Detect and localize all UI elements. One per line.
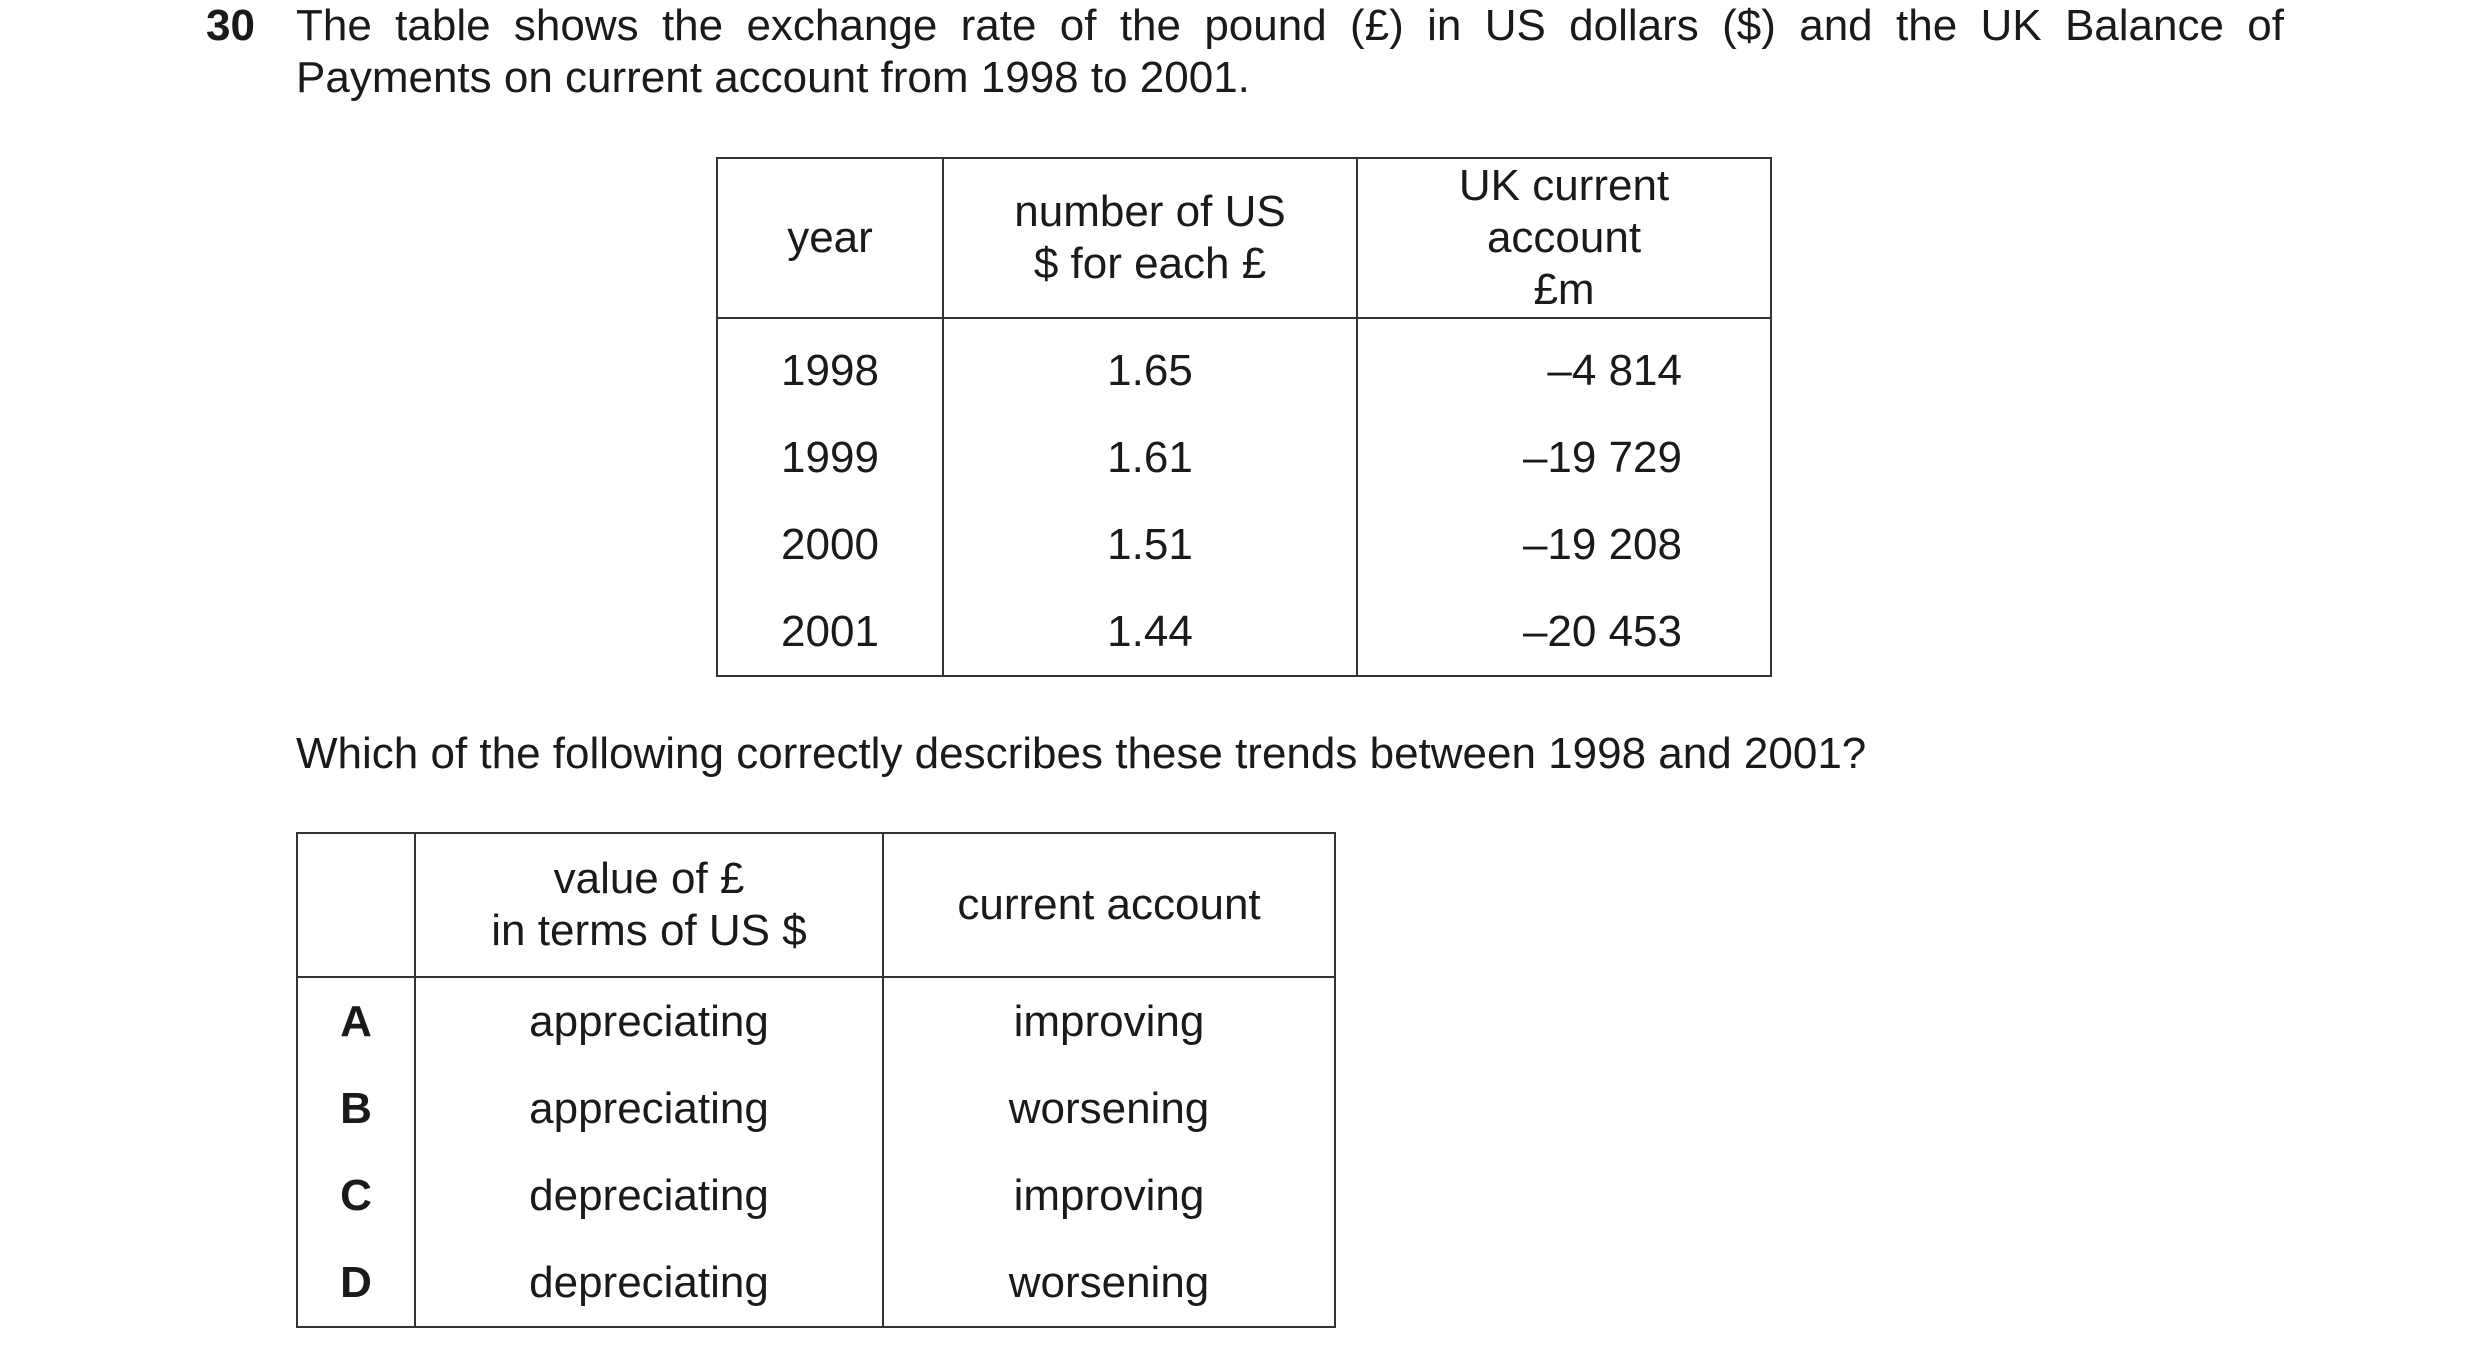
cell-account: –19 208	[1357, 501, 1771, 588]
question-prompt: Which of the following correctly describes these trends between 1998 and 2001?	[296, 729, 1867, 778]
header-current-account: current account	[883, 833, 1335, 977]
header-current-account: UK current account £m	[1357, 158, 1771, 318]
cell-rate: 1.65	[943, 318, 1357, 414]
option-account: worsening	[883, 1065, 1335, 1152]
table-row	[717, 318, 1771, 414]
option-row-d[interactable]	[297, 1239, 1335, 1327]
cell-year: 2000	[717, 501, 943, 588]
question-number: 30	[206, 1, 255, 50]
cell-account: –4 814	[1357, 318, 1771, 414]
header-value-of-pound: value of £ in terms of US $	[415, 833, 883, 977]
table-row	[717, 501, 1771, 588]
header-rate: number of US $ for each £	[943, 158, 1357, 318]
option-value: depreciating	[415, 1239, 883, 1327]
table-row	[717, 414, 1771, 501]
answer-options-table	[296, 832, 1336, 1328]
option-value: appreciating	[415, 977, 883, 1065]
option-letter: C	[297, 1152, 415, 1239]
cell-rate: 1.61	[943, 414, 1357, 501]
cell-year: 2001	[717, 588, 943, 676]
cell-year: 1999	[717, 414, 943, 501]
option-account: improving	[883, 977, 1335, 1065]
option-row-b[interactable]	[297, 1065, 1335, 1152]
option-value: appreciating	[415, 1065, 883, 1152]
exchange-rate-table	[716, 157, 1772, 677]
option-letter: D	[297, 1239, 415, 1327]
table-header-row	[717, 158, 1771, 318]
cell-year: 1998	[717, 318, 943, 414]
cell-account: –19 729	[1357, 414, 1771, 501]
cell-rate: 1.51	[943, 501, 1357, 588]
cell-account: –20 453	[1357, 588, 1771, 676]
option-row-a[interactable]	[297, 977, 1335, 1065]
question-stem: The table shows the exchange rate of the pound (£) in US dollars ($) and the UK Balance of Payments on current account from 1998 to 2001.	[296, 1, 2284, 102]
header-year: year	[717, 158, 943, 318]
option-row-c[interactable]	[297, 1152, 1335, 1239]
option-value: depreciating	[415, 1152, 883, 1239]
option-letter: A	[297, 977, 415, 1065]
option-letter: B	[297, 1065, 415, 1152]
header-blank	[297, 833, 415, 977]
cell-rate: 1.44	[943, 588, 1357, 676]
option-account: worsening	[883, 1239, 1335, 1327]
table-row	[717, 588, 1771, 676]
options-header-row	[297, 833, 1335, 977]
option-account: improving	[883, 1152, 1335, 1239]
